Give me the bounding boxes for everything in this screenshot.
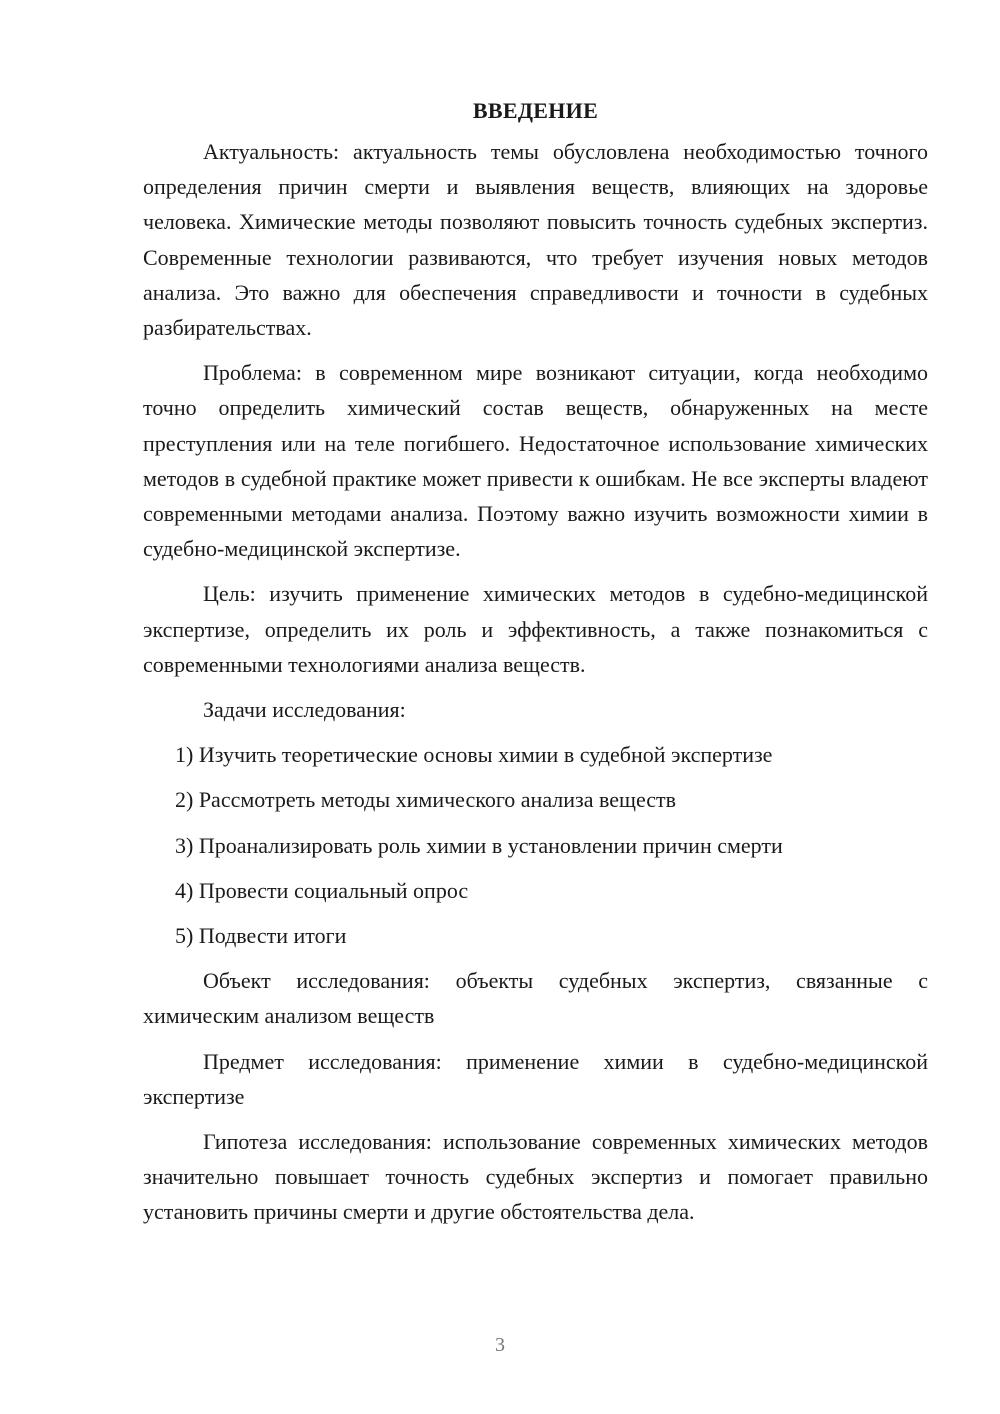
list-item: 2) Рассмотреть методы химического анализа веществ <box>175 787 677 813</box>
page-number: 3 <box>495 1334 505 1356</box>
paragraph-relevance: Актуальность: актуальность темы обусловлена необходимостью точного определения причин смерти и выявления веществ, влияющих на здоровье человека. Химические методы позволяют повысить точность судебных экспертиз. Современные технологии развиваются, что требует изучения новых методов анализа. Это важно для обеспечения справедливости и точности в судебных разбирательствах. <box>143 139 928 341</box>
list-item: 5) Подвести итоги <box>175 923 347 949</box>
document-page <box>143 96 928 1240</box>
paragraph-tasks-heading: Задачи исследования: <box>203 697 406 723</box>
list-item: 4) Провести социальный опрос <box>175 877 469 903</box>
list-item: 1) Изучить теоретические основы химии в судебной экспертизе <box>175 742 773 768</box>
paragraph-problem: Проблема: в современном мире возникают ситуации, когда необходимо точно определить химический состав веществ, обнаруженных на месте преступления или на теле погибшего. Недостаточное использование химических методов в судебной практике может привести к ошибкам. Не все эксперты владеют современными методами анализа. Поэтому важно изучить возможности химии в судебно-медицинской экспертизе. <box>143 360 928 562</box>
paragraph-object: Объект исследования: объекты судебных экспертиз, связанные с химическим анализом веществ <box>143 968 928 1029</box>
paragraph-goal: Цель: изучить применение химических методов в судебно-медицинской экспертизе, определить их роль и эффективность, а также познакомиться с современными технологиями анализа веществ. <box>143 581 928 677</box>
section-title: ВВЕДЕНИЕ <box>472 98 599 123</box>
list-item: 3) Проанализировать роль химии в установлении причин смерти <box>175 832 783 858</box>
tasks-list <box>143 737 928 953</box>
paragraph-hypothesis: Гипотеза исследования: использование современных химических методов значительно повышает точность судебных экспертиз и помогает правильно установить причины смерти и другие обстоятельства дела. <box>143 1129 928 1225</box>
paragraph-subject: Предмет исследования: применение химии в судебно-медицинской экспертизе <box>143 1048 928 1109</box>
